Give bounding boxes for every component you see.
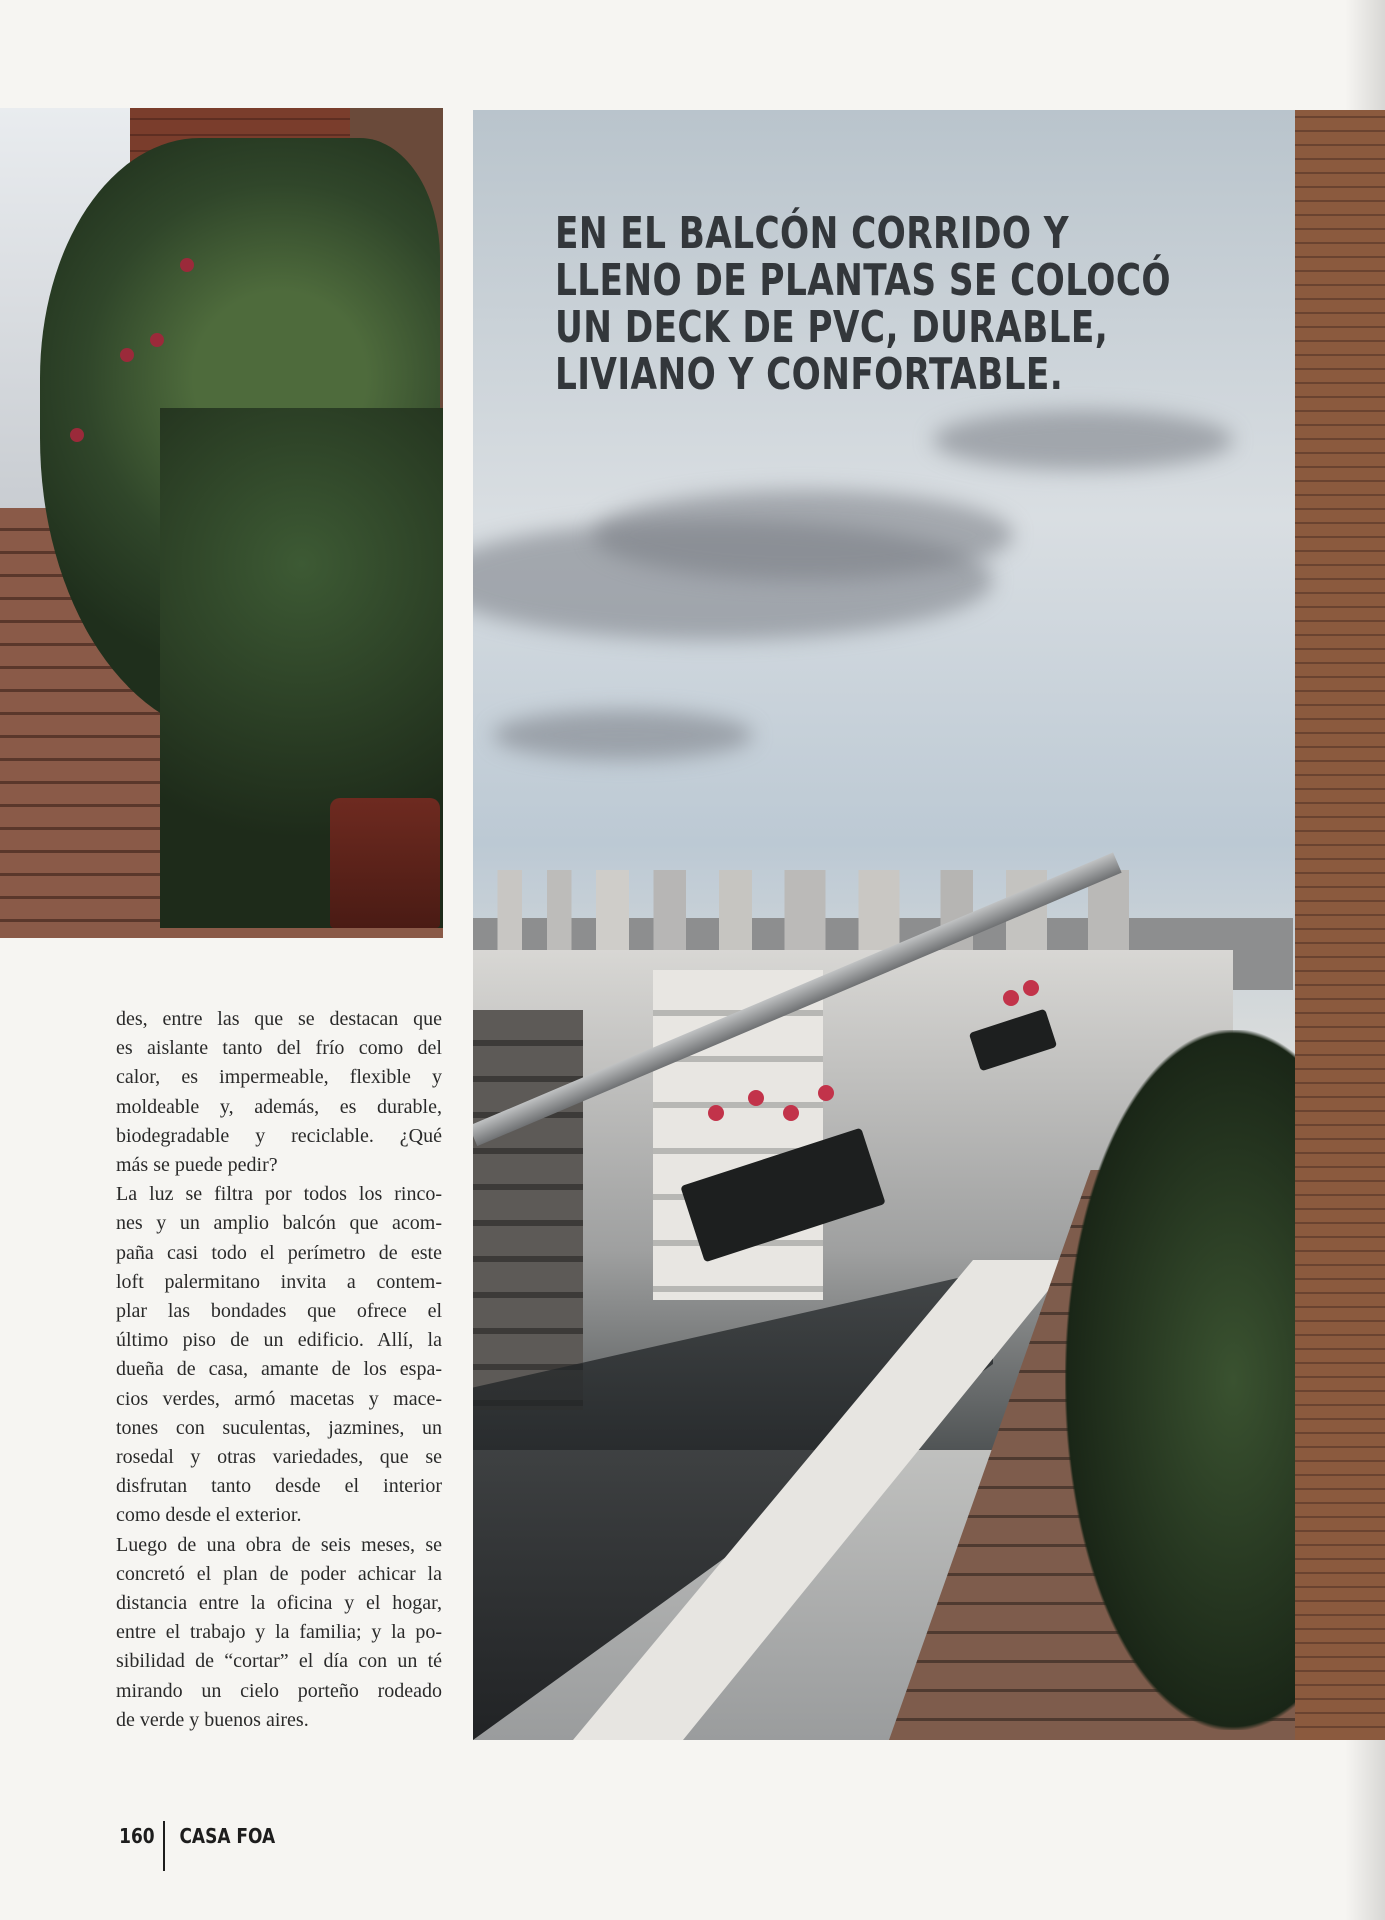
pull-quote-line: LIVIANO Y CONFORTABLE. (555, 349, 1064, 400)
pull-quote-line: UN DECK DE PVC, DURABLE, (555, 302, 1109, 353)
text-line: paña casi todo el perímetro de este (116, 1241, 442, 1264)
text-line: como desde el exterior. (116, 1504, 302, 1527)
text-line: distancia entre la oficina y el hogar, (116, 1592, 442, 1615)
pull-quote (555, 208, 1171, 400)
photo-cloud (593, 490, 1013, 580)
text-line: dueña de casa, amante de los espa- (116, 1358, 442, 1381)
text-line: más se puede pedir? (116, 1154, 278, 1177)
photo-balcony-skyline (473, 110, 1385, 1740)
text-line: des, entre las que se destacan que (116, 1008, 442, 1030)
photo-flower (70, 428, 84, 442)
text-line: mirando un cielo porteño rodeado (116, 1679, 442, 1702)
folio (116, 1820, 283, 1852)
photo-flower (120, 348, 134, 362)
text-line: sibilidad de “cortar” el día con un té (116, 1650, 442, 1673)
pull-quote-line: LLENO DE PLANTAS SE COLOCÓ (555, 255, 1171, 306)
photo-flower (818, 1085, 834, 1101)
text-line: rosedal y otras variedades, que se (116, 1446, 442, 1469)
magazine-name: CASA FOA (179, 1824, 275, 1848)
text-line: de verde y buenos aires. (116, 1708, 309, 1731)
pull-quote-line: EN EL BALCÓN CORRIDO Y (555, 208, 1070, 259)
page-number: 160 (119, 1824, 155, 1848)
photo-planter-pot (330, 798, 440, 928)
paragraph (116, 1180, 442, 1530)
photo-flower (783, 1105, 799, 1121)
text-line: loft palermitano invita a contem- (116, 1270, 442, 1293)
text-line: es aislante tanto del frío como del (116, 1037, 442, 1060)
text-line: cios verdes, armó macetas y mace- (116, 1387, 442, 1410)
photo-brick-wall (1295, 110, 1385, 1740)
photo-plants-deck (0, 108, 443, 938)
photo-flower (180, 258, 194, 272)
text-line: biodegradable y reciclable. ¿Qué (116, 1124, 442, 1147)
photo-cloud (493, 710, 753, 760)
text-line: calor, es impermeable, flexible y (116, 1066, 442, 1089)
text-line: La luz se filtra por todos los rinco- (116, 1183, 442, 1206)
paragraph (116, 1531, 442, 1735)
photo-cloud (933, 410, 1233, 470)
photo-flower (708, 1105, 724, 1121)
text-line: Luego de una obra de seis meses, se (116, 1533, 442, 1556)
text-line: disfrutan tanto desde el interior (116, 1475, 442, 1498)
text-line: concretó el plan de poder achicar la (116, 1562, 442, 1585)
photo-flower (1003, 990, 1019, 1006)
folio-divider (163, 1821, 165, 1871)
photo-flower (1023, 980, 1039, 996)
photo-flower (150, 333, 164, 347)
text-line: tones con suculentas, jazmines, un (116, 1416, 442, 1439)
text-line: último piso de un edificio. Allí, la (116, 1329, 442, 1352)
text-line: plar las bondades que ofrece el (116, 1300, 442, 1323)
photo-flower (748, 1090, 764, 1106)
text-line: moldeable y, además, es durable, (116, 1095, 442, 1118)
article-body (116, 1005, 442, 1735)
text-line: nes y un amplio balcón que acom- (116, 1212, 442, 1235)
paragraph (116, 1005, 442, 1180)
text-line: entre el trabajo y la familia; y la po- (116, 1621, 442, 1644)
photo-building (473, 1010, 583, 1410)
